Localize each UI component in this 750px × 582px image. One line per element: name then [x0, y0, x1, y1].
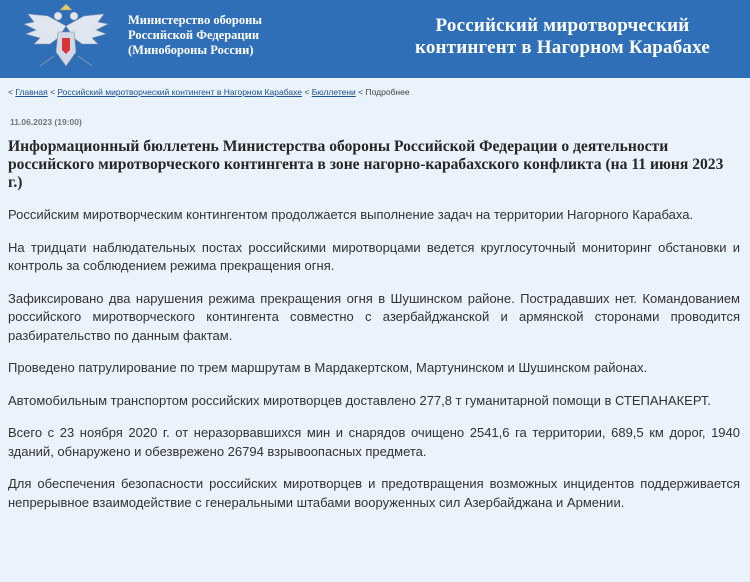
- ministry-line: Министерство обороны: [128, 13, 263, 27]
- ministry-name[interactable]: [128, 13, 262, 58]
- article-paragraph: Автомобильным транспортом российских миротворцев доставлено 277,8 т гуманитарной помощи в СТЕПАНАКЕРТ.: [8, 392, 712, 408]
- breadcrumb-link-bulletins[interactable]: Бюллетени: [311, 87, 356, 97]
- section-title: [415, 15, 710, 59]
- article-date: 11.06.2023 (19:00): [10, 117, 82, 127]
- breadcrumb-link-home[interactable]: Главная: [15, 87, 48, 97]
- article-paragraph: Зафиксировано два нарушения режима прекращения огня в Шушинском районе. Пострадавших нет. Командованием российского миротворческого контингента совместно с азербайджанской и армянской сторонами проводится разбирательство по данным фактам.: [8, 290, 740, 343]
- article-title: Информационный бюллетень Министерства обороны Российской Федерации о деятельности российского миротворческого контингента в зоне нагорно-карабахского конфликта (на 11 июня 2023 г.): [8, 138, 724, 191]
- breadcrumb-separator: <: [304, 87, 312, 97]
- article-paragraph: На тридцати наблюдательных постах российскими миротворцами ведется круглосуточный мониторинг обстановки и контроль за соблюдением режима прекращения огня.: [8, 239, 740, 273]
- breadcrumb: [8, 87, 740, 97]
- site-header: [0, 0, 750, 78]
- article-paragraph: Российским миротворческим контингентом продолжается выполнение задач на территории Нагорного Карабаха.: [8, 207, 694, 222]
- breadcrumb-link-contingent[interactable]: Российский миротворческий контингент в Нагорном Карабахе: [57, 87, 302, 97]
- double-headed-eagle-emblem-icon[interactable]: [18, 4, 114, 72]
- breadcrumb-separator: <: [50, 87, 58, 97]
- breadcrumb-separator: <: [358, 87, 366, 97]
- article-paragraph: Всего с 23 ноября 2020 г. от неразорвавшихся мин и снарядов очищено 2541,6 га территории, 689,5 км дорог, 1940 зданий, обнаружено и обезврежено 26794 взрывоопасных предмета.: [8, 425, 740, 459]
- breadcrumb-current: Подробнее: [365, 87, 410, 97]
- article-paragraph: Проведено патрулирование по трем маршрутам в Мардакертском, Мартунинском и Шушинском районах.: [8, 360, 648, 375]
- main-content: [0, 87, 750, 512]
- article-paragraph: Для обеспечения безопасности российских миротворцев и предотвращения возможных инцидентов поддерживается непрерывное взаимодействие с генеральными штабами вооруженных сил Азербайджана и Армении.: [8, 476, 740, 510]
- ministry-line: Российской Федерации: [128, 28, 260, 42]
- section-title-line: Российский миротворческий: [435, 15, 690, 36]
- ministry-line: (Минобороны России): [128, 43, 254, 57]
- breadcrumb-separator: <: [8, 87, 16, 97]
- section-title-line: контингент в Нагорном Карабахе: [414, 37, 710, 58]
